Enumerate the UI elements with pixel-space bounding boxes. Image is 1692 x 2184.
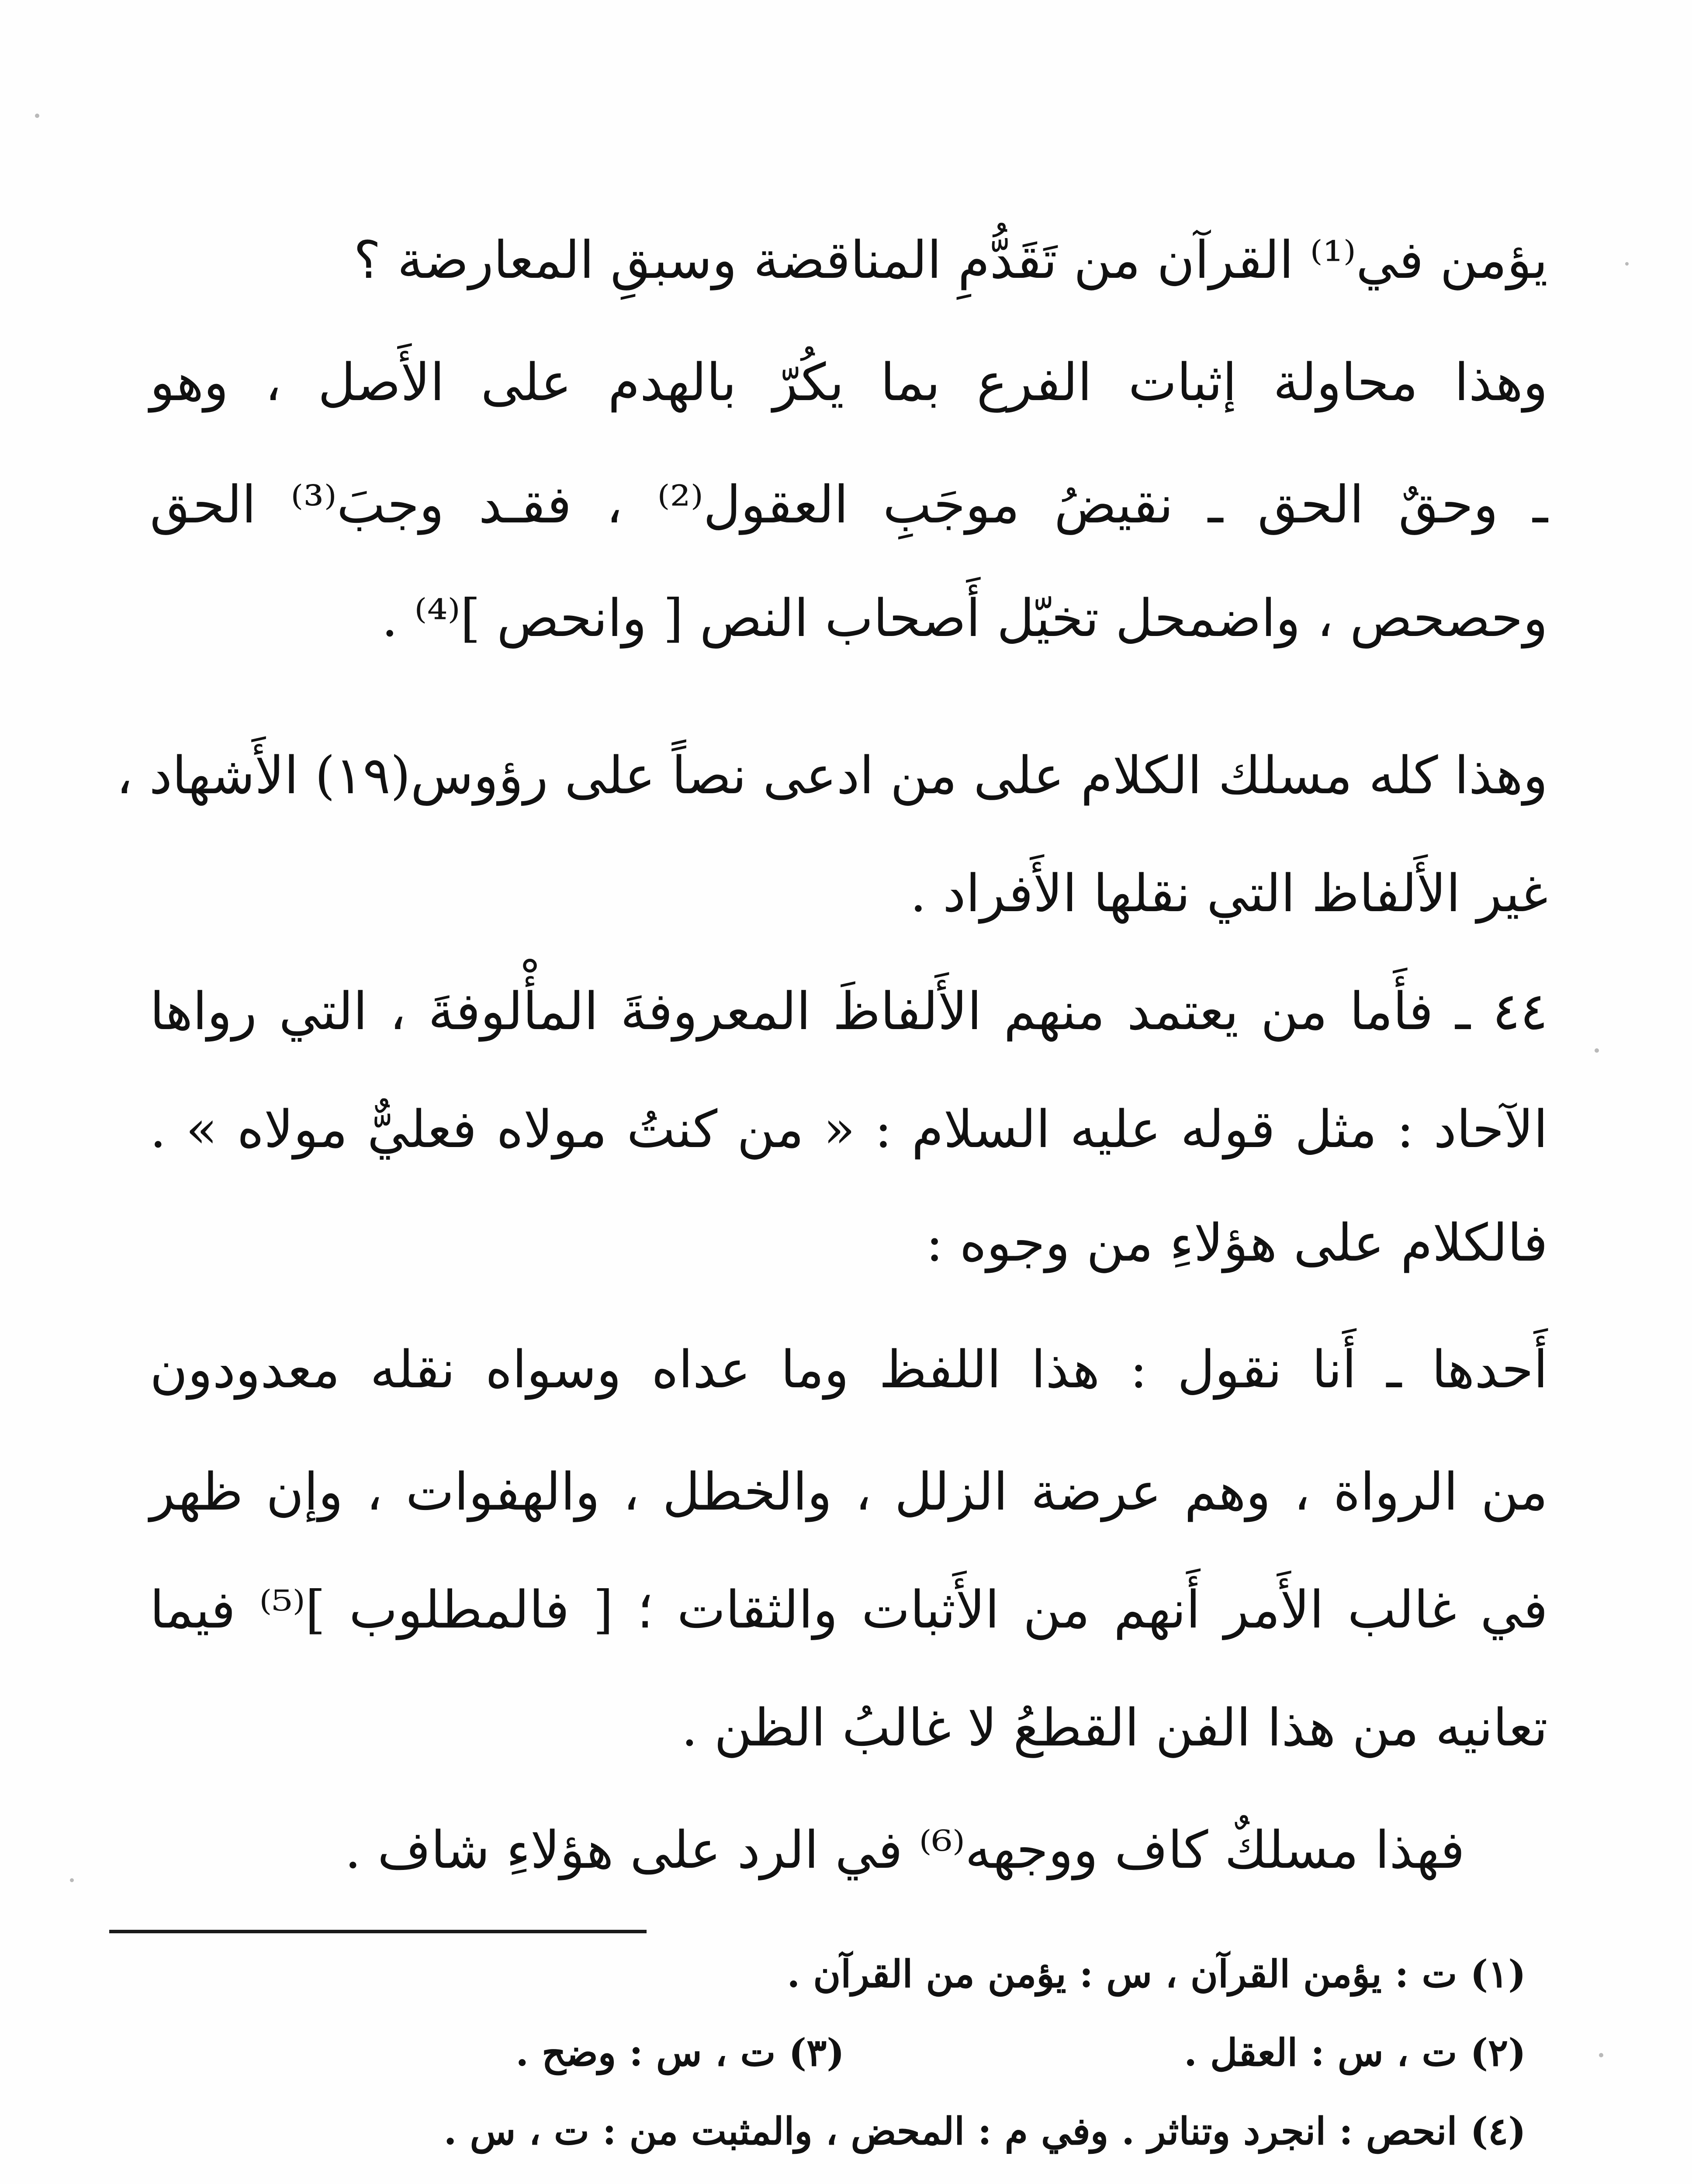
body-line-10: أَحدها ـ أَنا نقول : هذا اللفظ وما عداه وسواه نقله معدودون: [150, 1339, 1548, 1400]
body-line-1: يؤمن في⁽¹⁾ القرآن من تَقَدُّمِ المناقضة وسبقِ المعارضة ؟: [353, 230, 1548, 290]
footnote-separator: [109, 1930, 647, 1933]
body-line-7: ٤٤ ـ فأَما من يعتمد منهم الأَلفاظَ المعروفةَ المأْلوفةَ ، التي رواها: [150, 981, 1548, 1041]
body-line-8: الآحاد : مثل قوله عليه السلام : « من كنتُ مولاه فعليٌّ مولاه » .: [150, 1099, 1548, 1159]
scan-speck: [70, 1878, 74, 1882]
footnote-1: (١) ت : يؤمن القرآن ، س : يؤمن من القرآن .: [787, 1952, 1526, 1996]
footnote-3: (٣) ت ، س : وضح .: [516, 2031, 844, 2075]
body-line-12: في غالب الأَمر أَنهم من الأَثبات والثقات ؛ [ فالمطلوب ]⁽⁵⁾ فيما: [150, 1579, 1548, 1640]
scan-speck: [35, 114, 39, 118]
scan-speck: [1595, 1048, 1599, 1053]
body-line-6: غير الأَلفاظ التي نقلها الأَفراد .: [910, 863, 1548, 923]
body-line-5: وهذا كله مسلك الكلام على من ادعى نصاً على رؤوس(١٩) الأَشهاد ،: [116, 745, 1548, 805]
body-line-9: فالكلام على هؤلاءِ من وجوه :: [926, 1213, 1548, 1273]
scan-speck: [1625, 262, 1629, 266]
body-line-14: فهذا مسلكٌ كاف ووجهه⁽⁶⁾ في الرد على هؤلاءِ شاف .: [345, 1820, 1465, 1880]
body-line-2: وهذا محاولة إثبات الفرع بما يكُرّ بالهدم على الأَصل ، وهو: [150, 352, 1548, 412]
body-line-11: من الرواة ، وهم عرضة الزلل ، والخطل ، والهفوات ، وإن ظهر: [150, 1462, 1548, 1522]
body-line-3: ـ وحقٌ الحق ـ نقيضُ موجَبِ العقول⁽²⁾ ، فقـد وجبَ⁽³⁾ الحق: [150, 474, 1548, 535]
body-line-4: وحصحص ، واضمحل تخيّل أَصحاب النص [ وانحص ]⁽⁴⁾ .: [381, 588, 1548, 648]
scan-speck: [1599, 2053, 1603, 2057]
body-line-13: تعانيه من هذا الفن القطعُ لا غالبُ الظن .: [681, 1697, 1548, 1758]
footnote-2: (٢) ت ، س : العقل .: [1184, 2031, 1526, 2075]
footnote-4: (٤) انحص : انجرد وتناثر . وفي م : المحض ، والمثبت من : ت ، س .: [443, 2109, 1526, 2153]
